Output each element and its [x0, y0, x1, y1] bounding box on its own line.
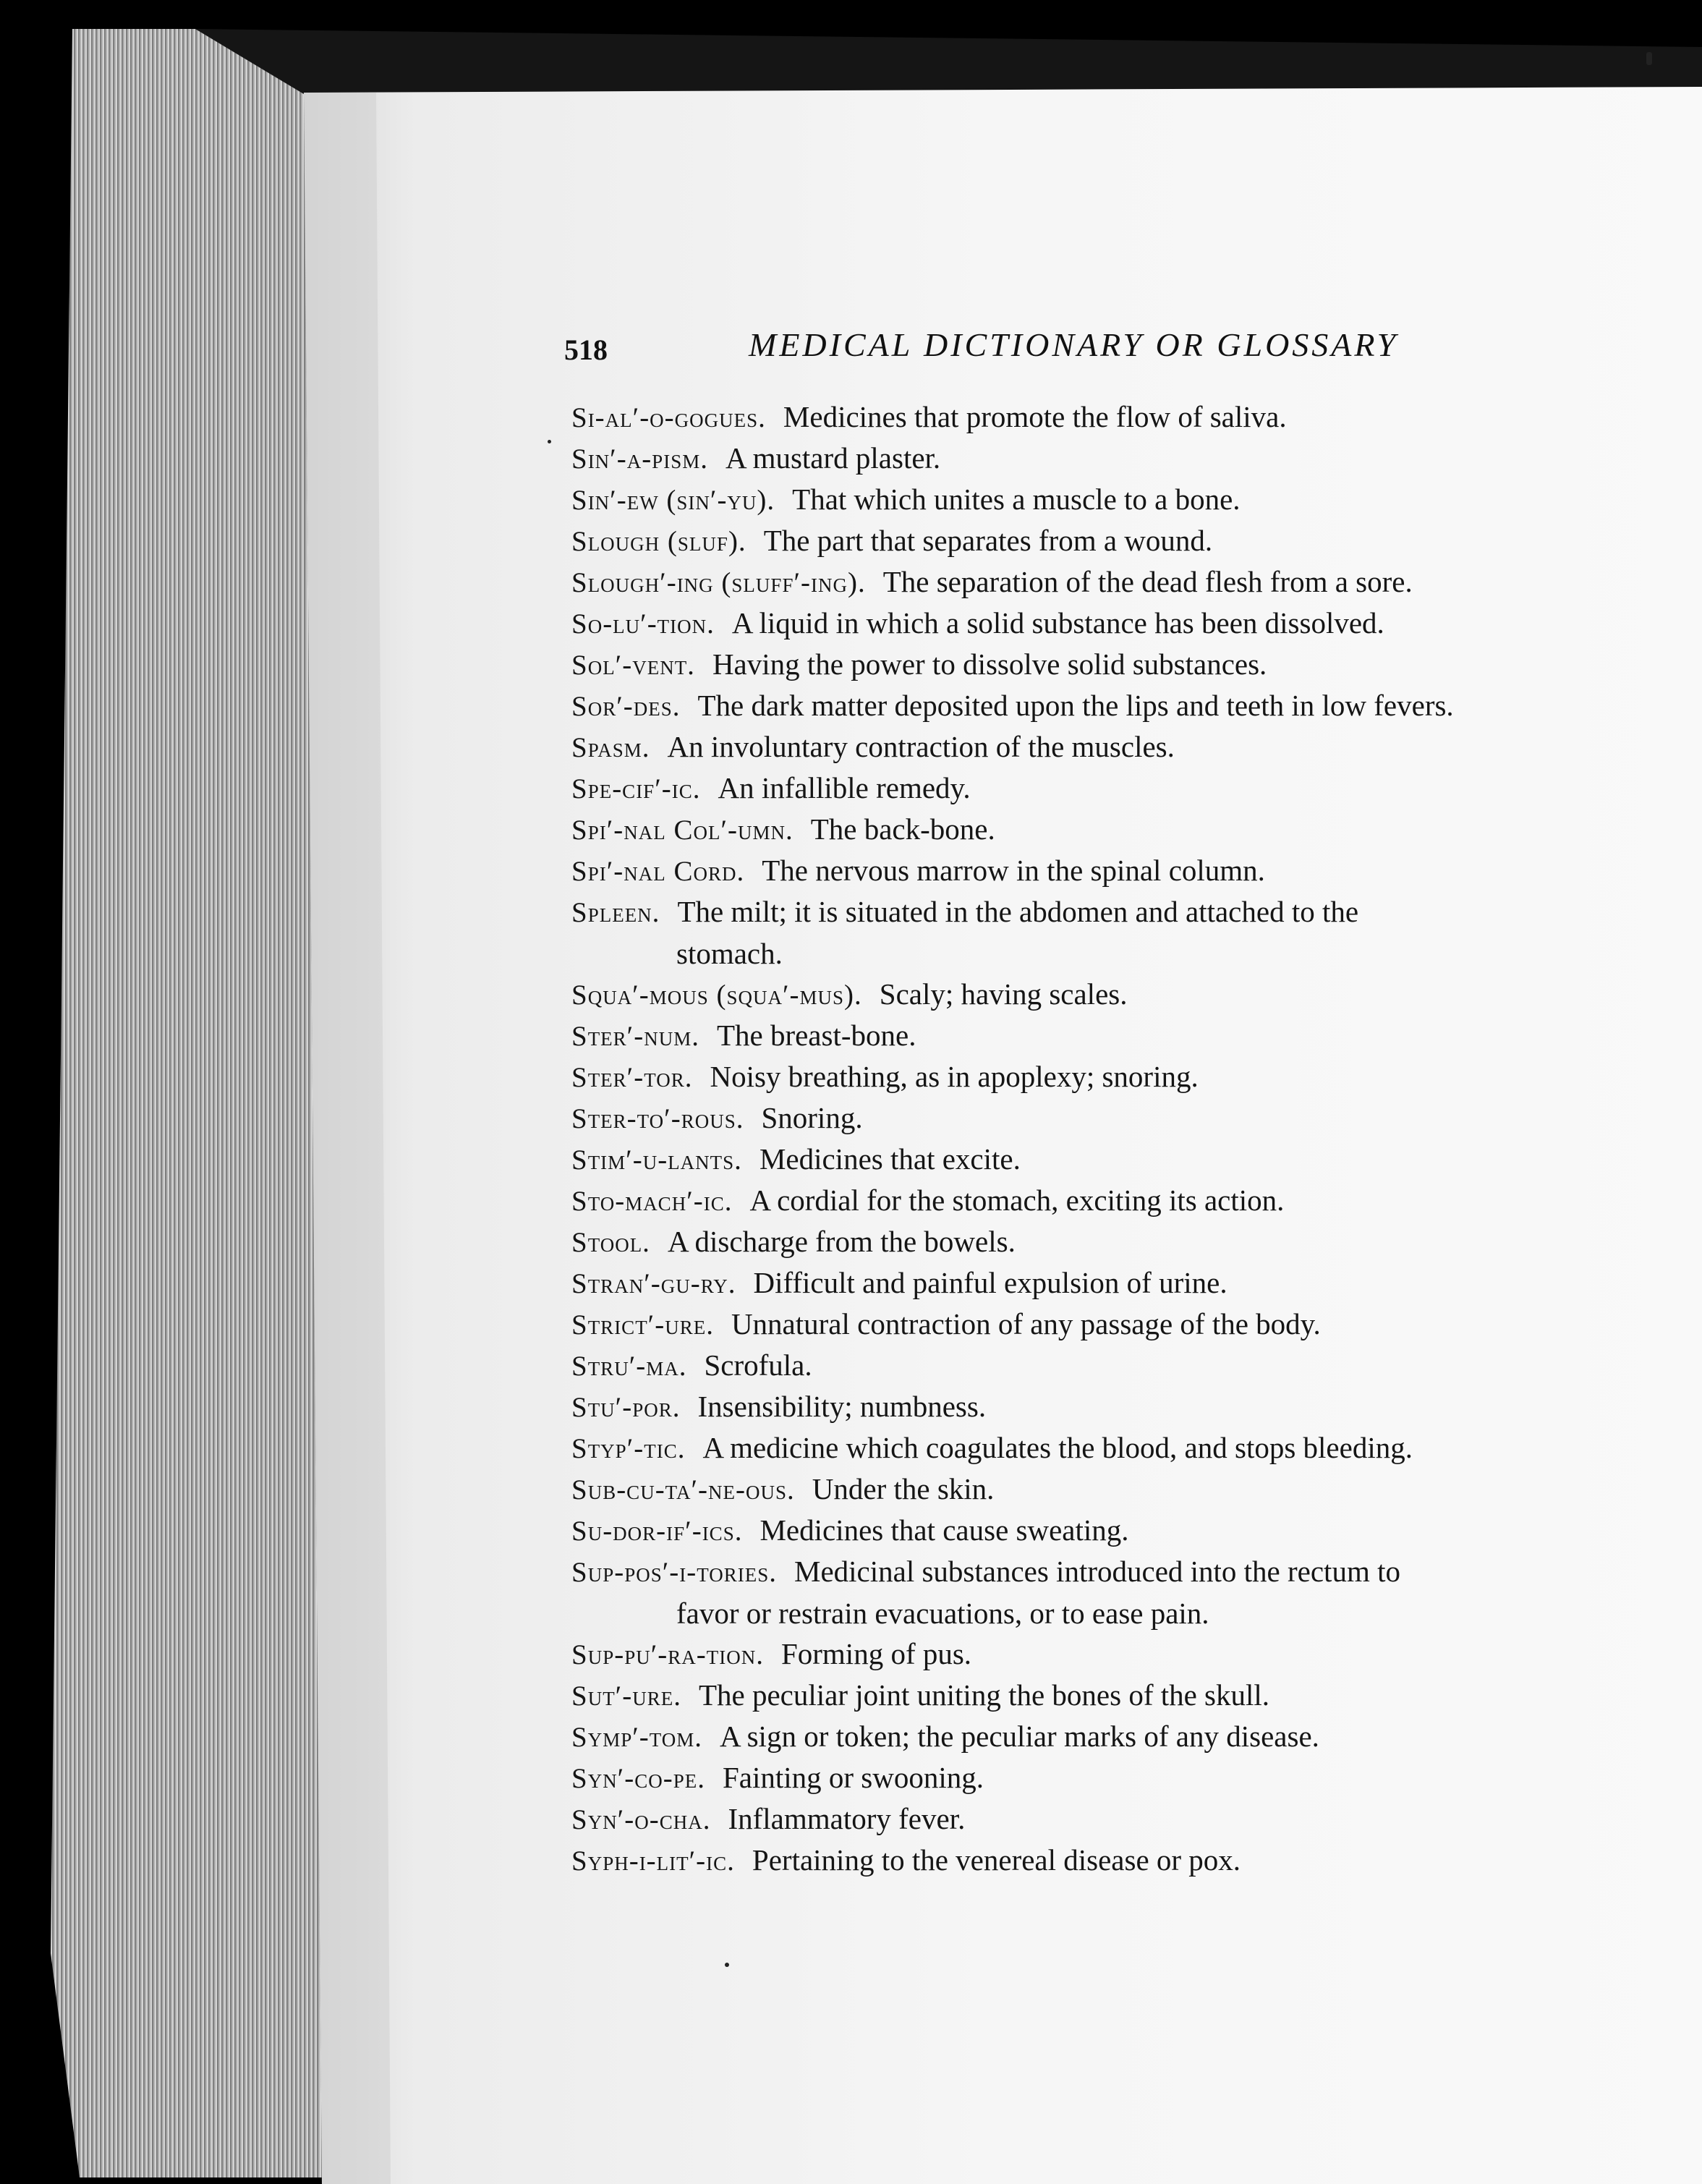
entry-definition: Unnatural contraction of any passage of the body. [731, 1307, 1321, 1340]
entry-term: Slough′-ing (sluff′-ing). [571, 567, 866, 598]
entry-term: Stool. [571, 1227, 650, 1258]
entry-definition: Pertaining to the venereal disease or pox. [752, 1843, 1241, 1877]
entry-definition: The milt; it is situated in the abdomen and attached to the [677, 895, 1359, 928]
entry-term: So-lu′-tion. [571, 608, 715, 640]
entry-definition: Scrofula. [704, 1348, 812, 1382]
entry-definition: Under the skin. [812, 1472, 995, 1505]
glossary-entry [571, 561, 1678, 603]
entry-definition: A sign or token; the peculiar marks of any disease. [720, 1720, 1319, 1753]
entry-definition: The dark matter deposited upon the lips and teeth in low fevers. [697, 689, 1454, 722]
entry-definition: Inflammatory fever. [728, 1802, 966, 1835]
entry-term: Sol′-vent. [571, 650, 695, 681]
glossary-entry [571, 1386, 1678, 1427]
entry-term: Si-al′-o-gogues. [571, 402, 766, 433]
glossary-entry [571, 1056, 1678, 1097]
entry-term: Sup-pos′-i-tories. [571, 1557, 777, 1588]
glossary-entry [571, 644, 1678, 685]
entry-term: Sor′-des. [571, 691, 681, 722]
print-speck [548, 440, 551, 443]
entry-definition: A discharge from the bowels. [667, 1225, 1016, 1258]
glossary-entry [571, 1015, 1678, 1056]
entry-term: Spe-cif′-ic. [571, 773, 701, 804]
glossary-entry [571, 479, 1678, 520]
entry-term: Stru′-ma. [571, 1351, 687, 1382]
entry-term: Stim′-u-lants. [571, 1144, 742, 1176]
entry-definition: Insensibility; numbness. [697, 1390, 987, 1423]
entry-term: Spleen. [571, 897, 660, 928]
page-edge-stack [51, 29, 322, 2177]
entry-definition: A mustard plaster. [725, 441, 941, 475]
entry-definition: The nervous marrow in the spinal column. [762, 854, 1265, 887]
glossary-entry [571, 850, 1678, 891]
entry-term: Stran′-gu-ry. [571, 1268, 736, 1299]
entry-term: Ster′-tor. [571, 1062, 693, 1093]
glossary-entry [571, 974, 1678, 1015]
entry-definition: A cordial for the stomach, exciting its action. [749, 1184, 1285, 1217]
glossary-entry [571, 1221, 1678, 1262]
entry-term: Ster′-num. [571, 1021, 699, 1052]
entry-term: Su-dor-if′-ics. [571, 1516, 743, 1547]
glossary-entry [571, 1675, 1678, 1716]
running-header [564, 326, 1505, 391]
entry-definition: An involuntary contraction of the muscles. [667, 730, 1175, 763]
glossary-entry [571, 1510, 1678, 1551]
entry-definition-continued: favor or restrain evacuations, or to ease pain. [676, 1597, 1209, 1630]
entry-term: Spasm. [571, 732, 650, 763]
glossary-entry [571, 1798, 1678, 1840]
glossary-entry [571, 1427, 1678, 1469]
glossary-entry [571, 1716, 1678, 1757]
glossary-entry [571, 438, 1678, 479]
glossary-entry [571, 1345, 1678, 1386]
page-number: 518 [564, 333, 608, 366]
entry-definition: Snoring. [761, 1101, 863, 1134]
entry-definition: The back-bone. [810, 812, 995, 846]
entry-term: Sto-mach′-ic. [571, 1186, 733, 1217]
entry-definition: Difficult and painful expulsion of urine. [753, 1266, 1227, 1299]
print-speck [725, 1963, 729, 1967]
entry-term: Spi′-nal Col′-umn. [571, 815, 793, 846]
entry-definition: Medicines that promote the flow of saliva. [783, 400, 1287, 433]
glossary-entry [571, 726, 1678, 768]
glossary-entry [571, 1262, 1678, 1304]
glossary-entry [571, 1757, 1678, 1798]
glossary-entry [571, 1304, 1678, 1345]
entry-term: Sub-cu-ta′-ne-ous. [571, 1474, 795, 1505]
entry-definition: The separation of the dead flesh from a sore. [882, 565, 1413, 598]
glossary-entries [571, 396, 1678, 1881]
entry-term: Syn′-o-cha. [571, 1804, 711, 1835]
entry-term: Sup-pu′-ra-tion. [571, 1639, 764, 1670]
entry-term: Styp′-tic. [571, 1433, 686, 1464]
entry-definition: Medicines that excite. [759, 1142, 1021, 1176]
glossary-entry [571, 1633, 1678, 1675]
glossary-entry [571, 396, 1678, 438]
entry-term: Strict′-ure. [571, 1309, 714, 1340]
glossary-entry [571, 1551, 1678, 1633]
entry-definition: Noisy breathing, as in apoplexy; snoring. [710, 1060, 1199, 1093]
glossary-entry [571, 520, 1678, 561]
print-speck [1646, 52, 1652, 65]
entry-term: Syph-i-lit′-ic. [571, 1845, 735, 1877]
entry-definition: A medicine which coagulates the blood, and stops bleeding. [702, 1431, 1413, 1464]
entry-definition: Scaly; having scales. [879, 977, 1128, 1011]
glossary-entry [571, 809, 1678, 850]
glossary-entry [571, 685, 1678, 726]
entry-definition: Having the power to dissolve solid substances. [712, 647, 1267, 681]
glossary-entry [571, 1097, 1678, 1139]
entry-term: Spi′-nal Cord. [571, 856, 745, 887]
glossary-entry [571, 1469, 1678, 1510]
entry-definition: The peculiar joint uniting the bones of the skull. [698, 1678, 1270, 1712]
entry-definition: Medicinal substances introduced into the rectum to [793, 1555, 1400, 1588]
entry-definition: The part that separates from a wound. [763, 524, 1213, 557]
entry-definition: Fainting or swooning. [722, 1761, 984, 1794]
glossary-entry [571, 603, 1678, 644]
glossary-entry [571, 1180, 1678, 1221]
entry-definition: An infallible remedy. [718, 771, 971, 804]
entry-term: Stu′-por. [571, 1392, 681, 1423]
glossary-entry [571, 891, 1678, 974]
entry-definition: Medicines that cause sweating. [759, 1513, 1129, 1547]
entry-term: Sin′-ew (sin′-yu). [571, 485, 775, 516]
entry-term: Sut′-ure. [571, 1681, 681, 1712]
entry-term: Sin′-a-pism. [571, 443, 708, 475]
entry-term: Squa′-mous (squa′-mus). [571, 980, 862, 1011]
entry-definition-continued: stomach. [676, 937, 783, 970]
entry-definition: Forming of pus. [780, 1637, 972, 1670]
binding-shadow [195, 29, 1702, 94]
entry-definition: A liquid in which a solid substance has been dissolved. [731, 606, 1384, 640]
glossary-entry [571, 1139, 1678, 1180]
entry-term: Syn′-co-pe. [571, 1763, 705, 1794]
glossary-entry [571, 1840, 1678, 1881]
entry-term: Symp′-tom. [571, 1722, 702, 1753]
entry-definition: That which unites a muscle to a bone. [792, 483, 1241, 516]
running-title: MEDICAL DICTIONARY OR GLOSSARY [749, 326, 1399, 363]
entry-term: Ster-to′-rous. [571, 1103, 744, 1134]
entry-definition: The breast-bone. [716, 1019, 916, 1052]
glossary-entry [571, 768, 1678, 809]
entry-term: Slough (sluf). [571, 526, 746, 557]
